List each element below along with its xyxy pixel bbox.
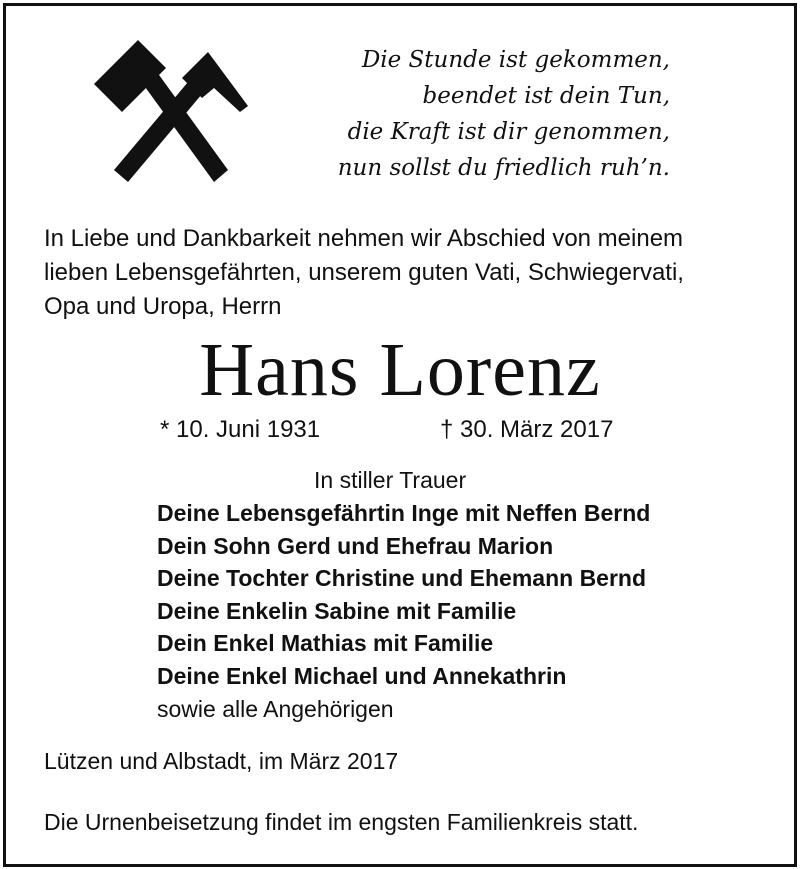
family-member: Dein Enkel Mathias mit Familie [157,630,494,657]
poem-line: beendet ist dein Tun, [422,83,670,109]
death-date: † 30. März 2017 [440,416,614,443]
family-member: Deine Enkelin Sabine mit Familie [157,597,517,624]
poem-line: nun sollst du friedlich ruh’n. [337,155,670,181]
poem-line: die Kraft ist dir genommen, [347,119,670,145]
intro-line: Opa und Uropa, Herrn [44,293,282,320]
crossed-hammers-icon [90,38,252,184]
family-list [157,497,650,693]
burial-notice: Die Urnenbeisetzung findet im engsten Familienkreis statt. [44,809,639,835]
birth-date: * 10. Juni 1931 [160,416,321,443]
poem-line: Die Stunde ist gekommen, [361,47,670,73]
intro-line: In Liebe und Dankbarkeit nehmen wir Abschied von meinem [44,225,684,252]
family-member: Deine Lebensgefährtin Inge mit Neffen Bernd [157,500,651,526]
family-member: Dein Sohn Gerd und Ehefrau Marion [157,532,554,559]
family-member: Deine Tochter Christine und Ehemann Bernd [157,565,647,592]
family-tail: sowie alle Angehörigen [157,696,394,722]
deceased-name: Hans Lorenz [199,328,601,412]
poem [300,42,670,186]
intro-text [44,222,759,324]
family-member: Deine Enkel Michael und Annekathrin [157,662,567,689]
place-date: Lützen und Albstadt, im März 2017 [44,748,399,774]
mourning-label: In stiller Trauer [314,467,467,493]
intro-line: lieben Lebensgefährten, unserem guten Vati, Schwiegervati, [44,259,684,286]
hammer-head-1 [94,40,166,112]
